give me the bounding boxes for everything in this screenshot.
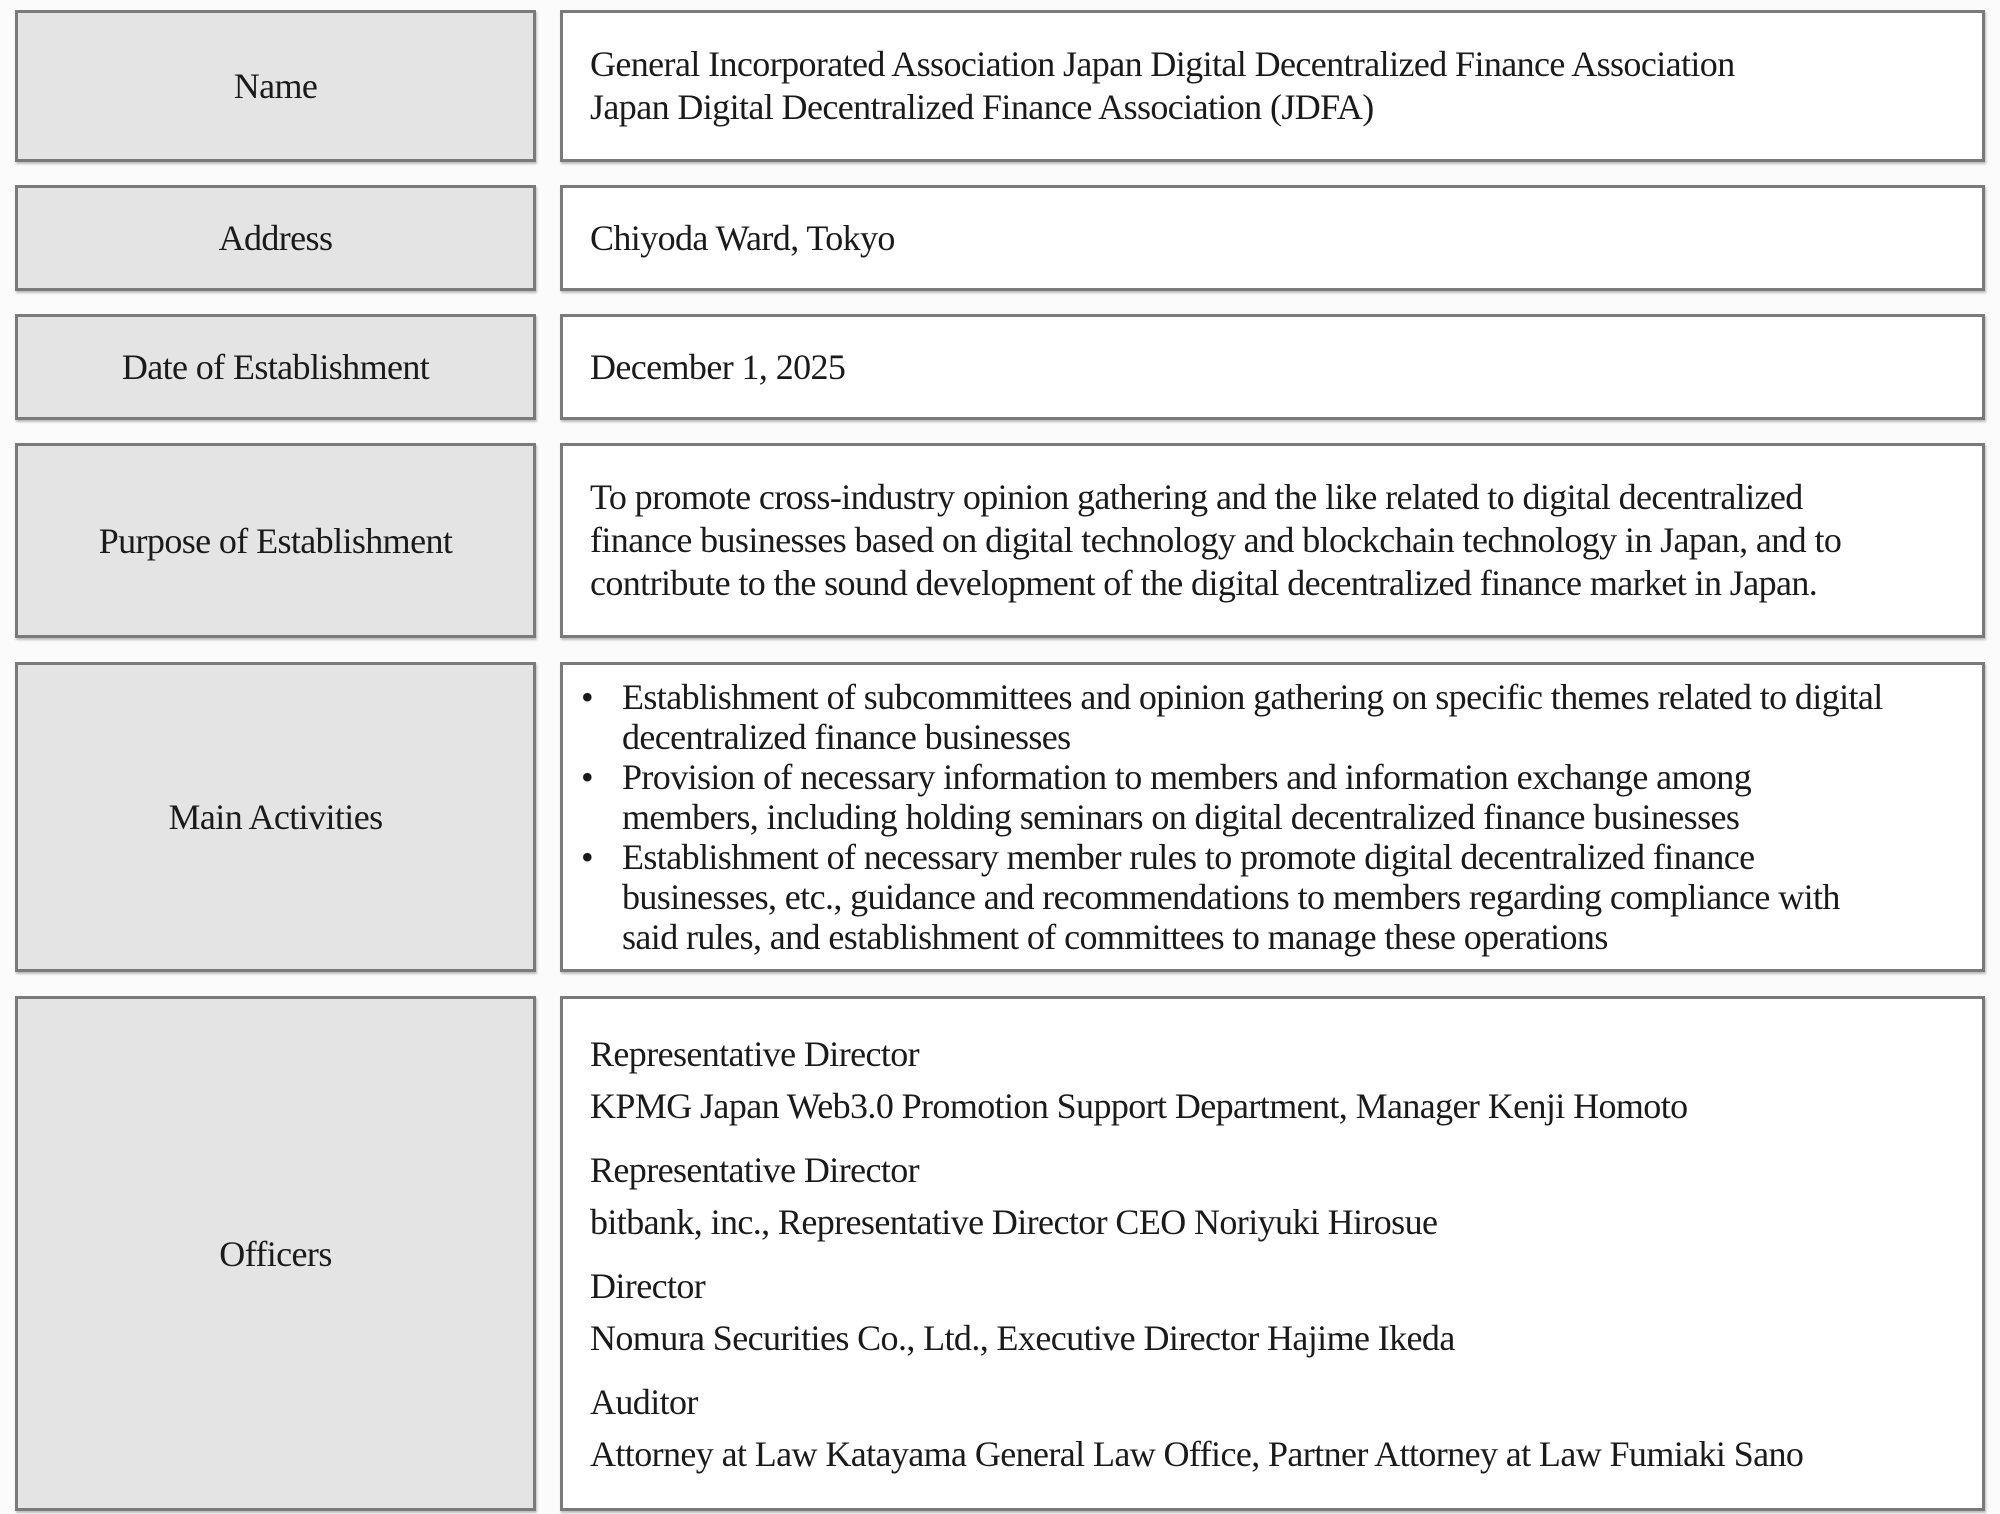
officer-person: Attorney at Law Katayama General Law Office, Partner Attorney at Law Fumiaki Sano — [590, 1433, 1804, 1474]
value-officers — [560, 996, 1985, 1511]
address-text: Chiyoda Ward, Tokyo — [590, 217, 895, 258]
activity-item: • Establishment of necessary member rules to promote digital decentralized finance businesses, etc., guidance and recommendations to members regarding compliance with said rules, and establishment of committees to manage these operations — [577, 837, 1982, 957]
label-purpose: Purpose of Establishment — [15, 443, 536, 638]
label-activities: Main Activities — [15, 662, 536, 972]
officer-role: Representative Director — [590, 1149, 920, 1190]
officer-person: KPMG Japan Web3.0 Promotion Support Department, Manager Kenji Homoto — [590, 1085, 1688, 1126]
label-address: Address — [15, 185, 536, 291]
label-date: Date of Establishment — [15, 314, 536, 420]
activity-item: • Establishment of subcommittees and opinion gathering on specific themes related to digital decentralized finance businesses — [577, 677, 1982, 757]
value-activities — [560, 662, 1985, 972]
activities-list — [577, 677, 1982, 957]
name-line: General Incorporated Association Japan Digital Decentralized Finance Association — [590, 44, 1735, 84]
officer-role: Auditor — [590, 1381, 698, 1422]
purpose-line: finance businesses based on digital technology and blockchain technology in Japan, and to — [590, 520, 1842, 560]
name-line: Japan Digital Decentralized Finance Association (JDFA) — [590, 87, 1374, 127]
label-name: Name — [15, 10, 536, 162]
officer-role: Representative Director — [590, 1033, 920, 1074]
purpose-line: To promote cross-industry opinion gathering and the like related to digital decentralized — [590, 477, 1803, 517]
value-name — [560, 10, 1985, 162]
label-officers: Officers — [15, 996, 536, 1511]
officer-person: bitbank, inc., Representative Director CEO Noriyuki Hirosue — [590, 1201, 1438, 1242]
officer-person: Nomura Securities Co., Ltd., Executive Director Hajime Ikeda — [590, 1317, 1455, 1358]
officer-role: Director — [590, 1265, 706, 1306]
value-purpose — [560, 443, 1985, 638]
purpose-line: contribute to the sound development of the digital decentralized finance market in Japan. — [590, 563, 1818, 603]
date-text: December 1, 2025 — [590, 346, 846, 387]
value-address — [560, 185, 1985, 291]
value-date — [560, 314, 1985, 420]
activity-item: • Provision of necessary information to members and information exchange among members, including holding seminars on digital decentralized finance businesses — [577, 757, 1982, 837]
